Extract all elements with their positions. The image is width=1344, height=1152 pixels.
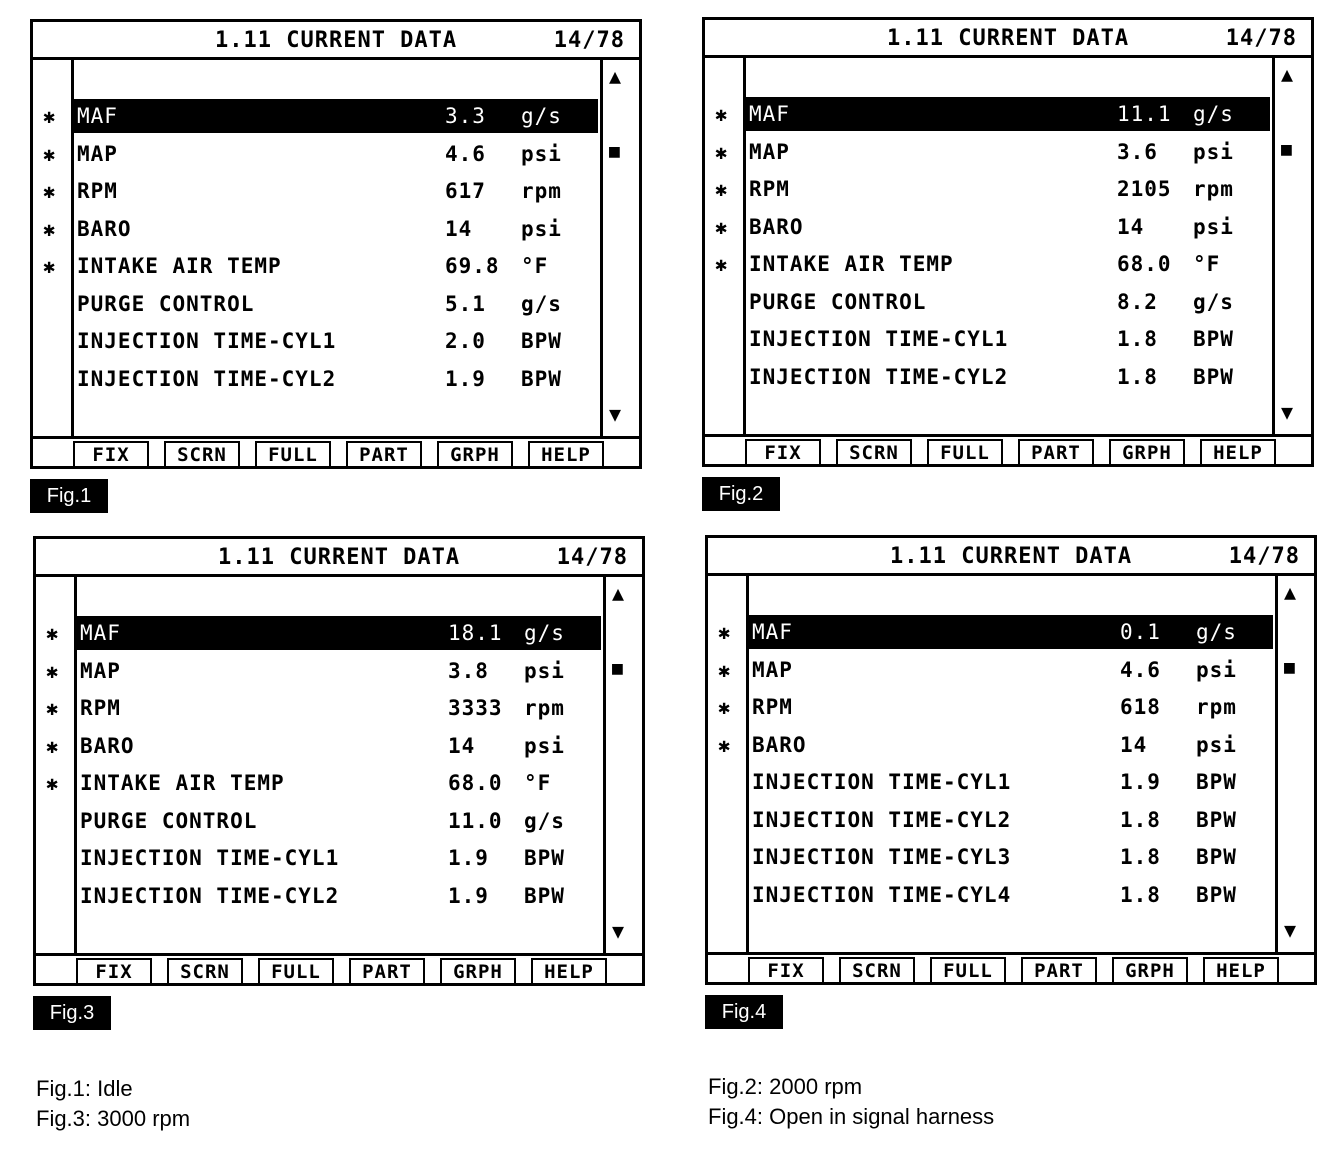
function-key-scrn[interactable]: SCRN (164, 441, 240, 469)
star-icon: ✱ (43, 141, 57, 166)
function-key-bar (708, 952, 1314, 982)
parameter-value: 4.6 (445, 141, 486, 166)
data-row[interactable] (36, 616, 603, 650)
parameter-unit: psi (521, 141, 562, 166)
page-counter: 14/78 (553, 28, 625, 53)
parameter-unit: BPW (524, 846, 565, 870)
data-row[interactable] (36, 879, 603, 913)
star-icon: ✱ (43, 104, 57, 128)
caption-line: Fig.3: 3000 rpm (36, 1106, 191, 1131)
function-key-grph[interactable]: GRPH (437, 441, 513, 469)
caption-left (36, 1074, 190, 1134)
parameter-value: 3.3 (445, 104, 486, 128)
divider (1275, 576, 1278, 952)
parameter-value: 1.8 (1120, 807, 1161, 832)
data-row[interactable] (708, 840, 1275, 874)
data-row[interactable] (705, 247, 1272, 281)
parameter-unit: BPW (1196, 807, 1237, 832)
function-key-part[interactable]: PART (349, 958, 425, 986)
star-icon: ✱ (43, 254, 57, 278)
parameter-name: MAF (749, 102, 790, 126)
star-icon: ✱ (43, 179, 57, 203)
data-row[interactable] (708, 690, 1275, 724)
parameter-unit: psi (1193, 214, 1234, 239)
parameter-unit: rpm (521, 179, 562, 203)
data-row[interactable] (36, 804, 603, 838)
function-key-scrn[interactable]: SCRN (839, 957, 915, 985)
data-row[interactable] (708, 765, 1275, 799)
star-icon: ✱ (718, 620, 732, 644)
parameter-unit: g/s (521, 291, 562, 316)
parameter-unit: rpm (524, 696, 565, 720)
parameter-value: 618 (1120, 695, 1161, 719)
star-icon: ✱ (715, 102, 729, 126)
parameter-unit: BPW (1193, 327, 1234, 351)
scroll-thumb-icon[interactable]: ■ (1284, 657, 1295, 678)
data-row[interactable] (33, 137, 600, 171)
parameter-unit: BPW (1196, 882, 1237, 907)
parameter-value: 11.0 (448, 808, 503, 833)
data-row[interactable] (705, 135, 1272, 169)
star-icon: ✱ (718, 657, 732, 682)
parameter-unit: psi (1196, 657, 1237, 682)
parameter-name: RPM (749, 177, 790, 201)
data-row[interactable] (36, 841, 603, 875)
star-icon: ✱ (46, 658, 60, 683)
selection-highlight (749, 615, 1273, 649)
scroll-down-arrow-icon[interactable]: ▼ (1284, 918, 1297, 942)
caption-line: Fig.2: 2000 rpm (708, 1074, 863, 1099)
parameter-name: MAF (77, 104, 118, 128)
data-row[interactable] (36, 654, 603, 688)
data-row[interactable] (705, 210, 1272, 244)
function-key-grph[interactable]: GRPH (1112, 957, 1188, 985)
parameter-unit: BPW (1196, 770, 1237, 794)
parameter-name: MAP (80, 658, 121, 683)
function-key-help[interactable]: HELP (528, 441, 604, 469)
screen-header (33, 22, 639, 60)
scroll-down-arrow-icon[interactable]: ▼ (1281, 400, 1294, 424)
parameter-name: BARO (752, 732, 807, 757)
parameter-name: INJECTION TIME-CYL2 (752, 807, 1012, 832)
parameter-unit: g/s (1193, 289, 1234, 314)
parameter-value: 1.9 (448, 846, 489, 870)
scroll-up-arrow-icon[interactable]: ▲ (1281, 62, 1294, 86)
parameter-unit: psi (521, 216, 562, 241)
parameter-value: 8.2 (1117, 289, 1158, 314)
function-key-bar (33, 436, 639, 466)
parameter-value: 69.8 (445, 254, 500, 278)
star-icon: ✱ (715, 139, 729, 164)
parameter-unit: g/s (524, 808, 565, 833)
function-key-help[interactable]: HELP (1200, 439, 1276, 467)
parameter-unit: °F (1193, 252, 1221, 276)
star-icon: ✱ (46, 696, 60, 720)
scroll-thumb-icon[interactable]: ■ (612, 658, 623, 679)
parameter-unit: g/s (1196, 620, 1237, 644)
function-key-fix[interactable]: FIX (73, 441, 149, 469)
star-icon: ✱ (46, 733, 60, 758)
scroll-down-arrow-icon[interactable]: ▼ (609, 402, 622, 426)
star-icon: ✱ (46, 621, 60, 645)
function-key-grph[interactable]: GRPH (440, 958, 516, 986)
figure-label: Fig.4 (705, 995, 783, 1029)
data-row[interactable] (33, 249, 600, 283)
data-row[interactable] (33, 174, 600, 208)
parameter-name: INJECTION TIME-CYL3 (752, 845, 1012, 869)
function-key-help[interactable]: HELP (1203, 957, 1279, 985)
parameter-name: PURGE CONTROL (77, 291, 255, 316)
data-row[interactable] (33, 287, 600, 321)
parameter-value: 11.1 (1117, 102, 1172, 126)
screen-title: 1.11 CURRENT DATA (887, 26, 1130, 51)
parameter-name: INJECTION TIME-CYL1 (77, 329, 337, 353)
parameter-value: 1.8 (1117, 364, 1158, 389)
function-key-fix[interactable]: FIX (748, 957, 824, 985)
data-row[interactable] (705, 360, 1272, 394)
selection-highlight (77, 616, 601, 650)
screen-header (36, 539, 642, 577)
function-key-help[interactable]: HELP (531, 958, 607, 986)
parameter-value: 68.0 (448, 771, 503, 795)
parameter-name: INJECTION TIME-CYL2 (749, 364, 1009, 389)
parameter-unit: BPW (521, 366, 562, 391)
parameter-value: 14 (1117, 214, 1145, 239)
function-key-fix[interactable]: FIX (745, 439, 821, 467)
screen-title: 1.11 CURRENT DATA (890, 544, 1133, 569)
function-key-fix[interactable]: FIX (76, 958, 152, 986)
parameter-unit: psi (524, 658, 565, 683)
parameter-unit: psi (1193, 139, 1234, 164)
figure-label: Fig.3 (33, 996, 111, 1030)
parameter-value: 3333 (448, 696, 503, 720)
scroll-thumb-icon[interactable]: ■ (609, 141, 620, 162)
parameter-value: 1.9 (448, 883, 489, 908)
parameter-unit: BPW (521, 329, 562, 353)
scan-tool-screen (30, 19, 642, 469)
scroll-down-arrow-icon[interactable]: ▼ (612, 919, 625, 943)
parameter-name: PURGE CONTROL (80, 808, 258, 833)
parameter-name: INJECTION TIME-CYL1 (80, 846, 340, 870)
parameter-value: 14 (448, 733, 476, 758)
parameter-unit: °F (521, 254, 549, 278)
page-counter: 14/78 (1228, 544, 1300, 569)
parameter-name: RPM (80, 696, 121, 720)
parameter-name: INTAKE AIR TEMP (749, 252, 954, 276)
parameter-unit: BPW (524, 883, 565, 908)
caption-right (708, 1072, 994, 1132)
divider (600, 60, 603, 436)
parameter-name: MAF (80, 621, 121, 645)
page-counter: 14/78 (556, 545, 628, 570)
parameter-name: INJECTION TIME-CYL2 (77, 366, 337, 391)
star-icon: ✱ (718, 732, 732, 757)
screen-header (708, 538, 1314, 576)
star-icon: ✱ (715, 252, 729, 276)
function-key-part[interactable]: PART (346, 441, 422, 469)
scroll-up-arrow-icon[interactable]: ▲ (1284, 580, 1297, 604)
data-row[interactable] (708, 728, 1275, 762)
scan-tool-screen (33, 536, 645, 986)
parameter-value: 1.9 (445, 366, 486, 391)
parameter-name: MAF (752, 620, 793, 644)
caption-line: Fig.1: Idle (36, 1076, 133, 1101)
parameter-value: 2.0 (445, 329, 486, 353)
data-row[interactable] (708, 615, 1275, 649)
parameter-unit: °F (524, 771, 552, 795)
divider (603, 577, 606, 953)
parameter-name: INJECTION TIME-CYL1 (752, 770, 1012, 794)
parameter-name: MAP (752, 657, 793, 682)
data-row[interactable] (33, 99, 600, 133)
screen-title: 1.11 CURRENT DATA (215, 28, 458, 53)
data-row[interactable] (708, 653, 1275, 687)
parameter-value: 14 (1120, 732, 1148, 757)
parameter-value: 3.6 (1117, 139, 1158, 164)
parameter-name: INJECTION TIME-CYL1 (749, 327, 1009, 351)
star-icon: ✱ (43, 216, 57, 241)
parameter-value: 617 (445, 179, 486, 203)
function-key-full[interactable]: FULL (255, 441, 331, 469)
star-icon: ✱ (718, 695, 732, 719)
data-row[interactable] (705, 97, 1272, 131)
parameter-name: INTAKE AIR TEMP (80, 771, 285, 795)
screen-title: 1.11 CURRENT DATA (218, 545, 461, 570)
parameter-value: 1.8 (1120, 845, 1161, 869)
data-row[interactable] (705, 285, 1272, 319)
selection-highlight (74, 99, 598, 133)
scroll-thumb-icon[interactable]: ■ (1281, 139, 1292, 160)
parameter-name: PURGE CONTROL (749, 289, 927, 314)
parameter-unit: g/s (1193, 102, 1234, 126)
page-counter: 14/78 (1225, 26, 1297, 51)
parameter-value: 1.8 (1117, 327, 1158, 351)
parameter-value: 1.8 (1120, 882, 1161, 907)
parameter-value: 18.1 (448, 621, 503, 645)
parameter-name: BARO (77, 216, 132, 241)
divider (1272, 58, 1275, 434)
function-key-scrn[interactable]: SCRN (836, 439, 912, 467)
function-key-scrn[interactable]: SCRN (167, 958, 243, 986)
parameter-unit: psi (524, 733, 565, 758)
parameter-name: MAP (77, 141, 118, 166)
parameter-name: MAP (749, 139, 790, 164)
parameter-unit: rpm (1196, 695, 1237, 719)
parameter-unit: rpm (1193, 177, 1234, 201)
data-row[interactable] (708, 803, 1275, 837)
caption-line: Fig.4: Open in signal harness (708, 1104, 995, 1129)
figure-label: Fig.2 (702, 477, 780, 511)
function-key-full[interactable]: FULL (930, 957, 1006, 985)
function-key-bar (705, 434, 1311, 464)
parameter-name: INJECTION TIME-CYL4 (752, 882, 1012, 907)
data-row[interactable] (705, 172, 1272, 206)
parameter-value: 1.9 (1120, 770, 1161, 794)
parameter-name: RPM (752, 695, 793, 719)
parameter-value: 3.8 (448, 658, 489, 683)
scroll-up-arrow-icon[interactable]: ▲ (609, 64, 622, 88)
parameter-name: BARO (749, 214, 804, 239)
parameter-value: 5.1 (445, 291, 486, 316)
data-row[interactable] (33, 212, 600, 246)
parameter-unit: psi (1196, 732, 1237, 757)
data-row[interactable] (705, 322, 1272, 356)
function-key-bar (36, 953, 642, 983)
parameter-value: 14 (445, 216, 473, 241)
parameter-value: 2105 (1117, 177, 1172, 201)
parameter-value: 0.1 (1120, 620, 1161, 644)
data-row[interactable] (708, 878, 1275, 912)
parameter-unit: g/s (521, 104, 562, 128)
data-row[interactable] (36, 766, 603, 800)
function-key-full[interactable]: FULL (927, 439, 1003, 467)
data-row[interactable] (33, 362, 600, 396)
function-key-part[interactable]: PART (1021, 957, 1097, 985)
data-row[interactable] (33, 324, 600, 358)
parameter-name: INJECTION TIME-CYL2 (80, 883, 340, 908)
scroll-up-arrow-icon[interactable]: ▲ (612, 581, 625, 605)
data-row[interactable] (36, 691, 603, 725)
star-icon: ✱ (715, 214, 729, 239)
parameter-unit: BPW (1196, 845, 1237, 869)
parameter-name: RPM (77, 179, 118, 203)
parameter-name: INTAKE AIR TEMP (77, 254, 282, 278)
parameter-value: 68.0 (1117, 252, 1172, 276)
parameter-name: BARO (80, 733, 135, 758)
scan-tool-screen (705, 535, 1317, 985)
star-icon: ✱ (715, 177, 729, 201)
data-row[interactable] (36, 729, 603, 763)
selection-highlight (746, 97, 1270, 131)
function-key-part[interactable]: PART (1018, 439, 1094, 467)
scan-tool-screen (702, 17, 1314, 467)
screen-header (705, 20, 1311, 58)
star-icon: ✱ (46, 771, 60, 795)
function-key-full[interactable]: FULL (258, 958, 334, 986)
parameter-value: 4.6 (1120, 657, 1161, 682)
figure-label: Fig.1 (30, 479, 108, 513)
parameter-unit: BPW (1193, 364, 1234, 389)
parameter-unit: g/s (524, 621, 565, 645)
function-key-grph[interactable]: GRPH (1109, 439, 1185, 467)
